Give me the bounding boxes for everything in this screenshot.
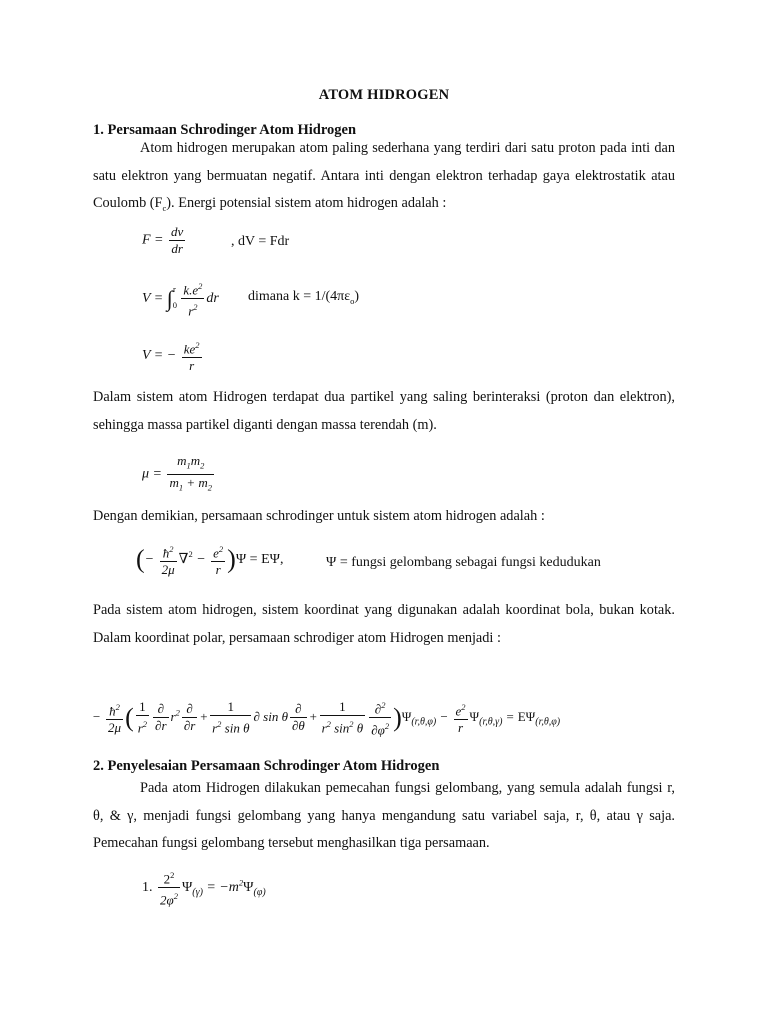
section-2-paragraph-1: Pada atom Hidrogen dilakukan pemecahan fungsi gelombang, yang semula adalah fungsi r, θ, & γ, menjadi fungsi gelombang yang hanya mengandung satu variabel saja, r, θ, atau γ saja. Pemecahan fungsi gelombang tersebut menghasilkan tiga persamaan.	[93, 780, 675, 851]
schrodinger-rhs: Ψ = EΨ,	[235, 551, 284, 567]
section-1-paragraph-2: Dalam sistem atom Hidrogen terdapat dua partikel yang saling berinteraksi (proton dan elektron), sehingga massa partikel diganti dengan massa terendah (m).	[93, 389, 675, 433]
equation-schrodinger: (− $\frac{ħ^2}{2\mu}$ ∇$^2$ − $\frac{e^2}{r}$ )Ψ = EΨ,	[136, 541, 283, 578]
equation-force-note: , dV = Fdr	[231, 234, 290, 249]
section-2-heading: 2. Penyelesaian Persamaan Schrodinger Atom Hidrogen	[93, 758, 440, 774]
list-number: 1.	[142, 880, 153, 896]
equation-schrodinger-note: Ψ = fungsi gelombang sebagai fungsi kedudukan	[326, 555, 601, 570]
equation-spherical-schrodinger: − $\frac{ħ^2}{2\mu}$ ( $\frac{1}{r^2}$ $\frac{\partial}{\partial r}$ $r^2$ $\frac{\partial}{\partial r}$ + $\frac{1}{r^2 \sin \theta}$ ∂ sin θ $\frac{\partial}{\partial\theta}$ + $\frac{1}{r^2 \sin^2 \theta}$ $\frac{\partial^2}{\partial\varphi^2}$ )$\Psi_{(r,\theta,\varphi)}$ − $\frac{e^2}{r}$ $\Psi_{(r,\theta,\gamma)} = E\Psi_{(r,\theta,\varphi)}$	[92, 697, 560, 739]
equation-reduced-mass: μ = $\frac{m_1m_2}{m_1 + m_2}$	[142, 453, 213, 493]
equation-phi: 1. $\frac{2^2}{2\varphi^2}$ $\Psi_{(\gamma)} = -m^2\Psi_{(\varphi)}$	[142, 867, 266, 909]
equation-force: F = $\frac{dv}{dr}$	[142, 224, 184, 256]
page-title: ATOM HIDROGEN	[318, 87, 450, 103]
paragraph-text: Atom hidrogen merupakan atom paling sederhana yang terdiri dari satu proton pada inti dan satu elektron yang bermuatan negatif. Antara inti dengan elektron terhadap gaya elektrostatik atau Coulomb (F	[93, 140, 675, 211]
coulomb-subscript: c	[162, 202, 167, 213]
equation-potential-integral: $V = \int_0^r$ $\frac{k.e^2}{r^2}$ dr	[142, 278, 219, 320]
section-1-heading: 1. Persamaan Schrodinger Atom Hidrogen	[93, 122, 357, 138]
constant-k-close: )	[354, 289, 360, 304]
epsilon-subscript: o	[350, 295, 355, 306]
paragraph-text-end: ). Energi potensial sistem atom hidrogen adalah :	[166, 195, 447, 211]
equation-potential-note	[248, 289, 359, 306]
section-1-paragraph-4: Pada sistem atom hidrogen, sistem koordinat yang digunakan adalah koordinat bola, bukan kotak. Dalam koordinat polar, persamaan schrodiger atom Hidrogen menjadi :	[93, 602, 675, 646]
section-1-paragraph-3: Dengan demikian, persamaan schrodinger untuk sistem atom hidrogen adalah :	[93, 508, 545, 524]
equation-potential: V = − $\frac{ke^2}{r}$	[142, 337, 204, 374]
constant-k-text: dimana k = 1/(4πε	[248, 289, 351, 304]
section-1-paragraph-1	[93, 135, 675, 222]
